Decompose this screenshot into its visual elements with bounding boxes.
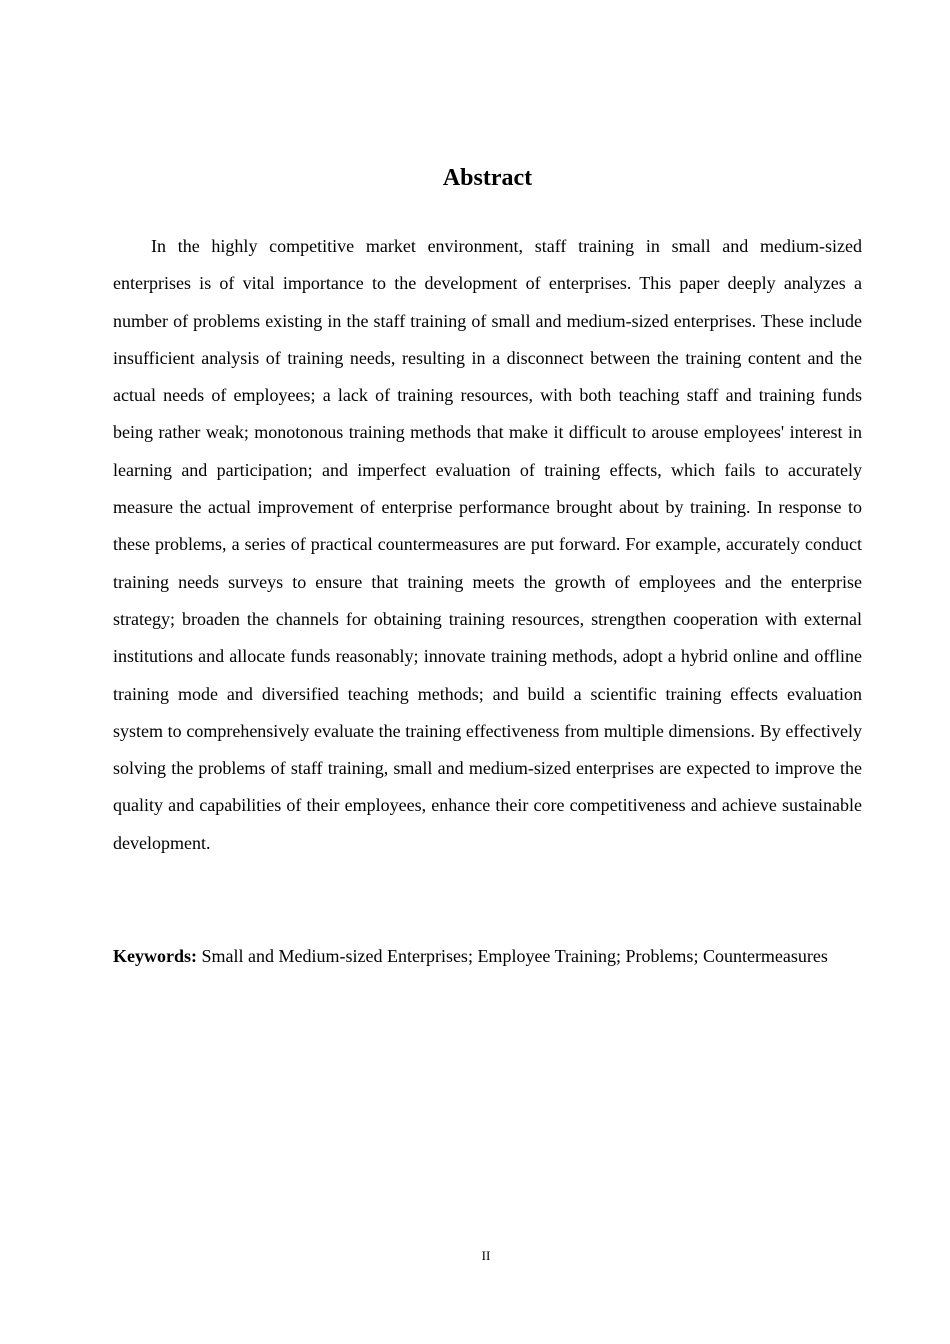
keywords-text: Small and Medium-sized Enterprises; Employee Training; Problems; Countermeasures xyxy=(201,946,828,966)
keywords-label: Keywords: xyxy=(113,946,197,966)
abstract-body: In the highly competitive market environment, staff training in small and medium-sized enterprises is of vital importance to the development of enterprises. This paper deeply analyzes a number of problems existing in the staff training of small and medium-sized enterprises. These include insufficient analysis of training needs, resulting in a disconnect between the training content and the actual needs of employees; a lack of training resources, with both teaching staff and training funds being rather weak; monotonous training methods that make it difficult to arouse employees' interest in learning and participation; and imperfect evaluation of training effects, which fails to accurately measure the actual improvement of enterprise performance brought about by training. In response to these problems, a series of practical countermeasures are put forward. For example, accurately conduct training needs surveys to ensure that training meets the growth of employees and the enterprise strategy; broaden the channels for obtaining training resources, strengthen cooperation with external institutions and allocate funds reasonably; innovate training methods, adopt a hybrid online and offline training mode and diversified teaching methods; and build a scientific training effects evaluation system to comprehensively evaluate the training effectiveness from multiple dimensions. By effectively solving the problems of staff training, small and medium-sized enterprises are expected to improve the quality and capabilities of their employees, enhance their core competitiveness and achieve sustainable development. xyxy=(113,236,862,853)
abstract-title: Abstract xyxy=(442,165,533,191)
page-number: II xyxy=(481,1248,491,1263)
keywords-paragraph xyxy=(113,937,850,975)
